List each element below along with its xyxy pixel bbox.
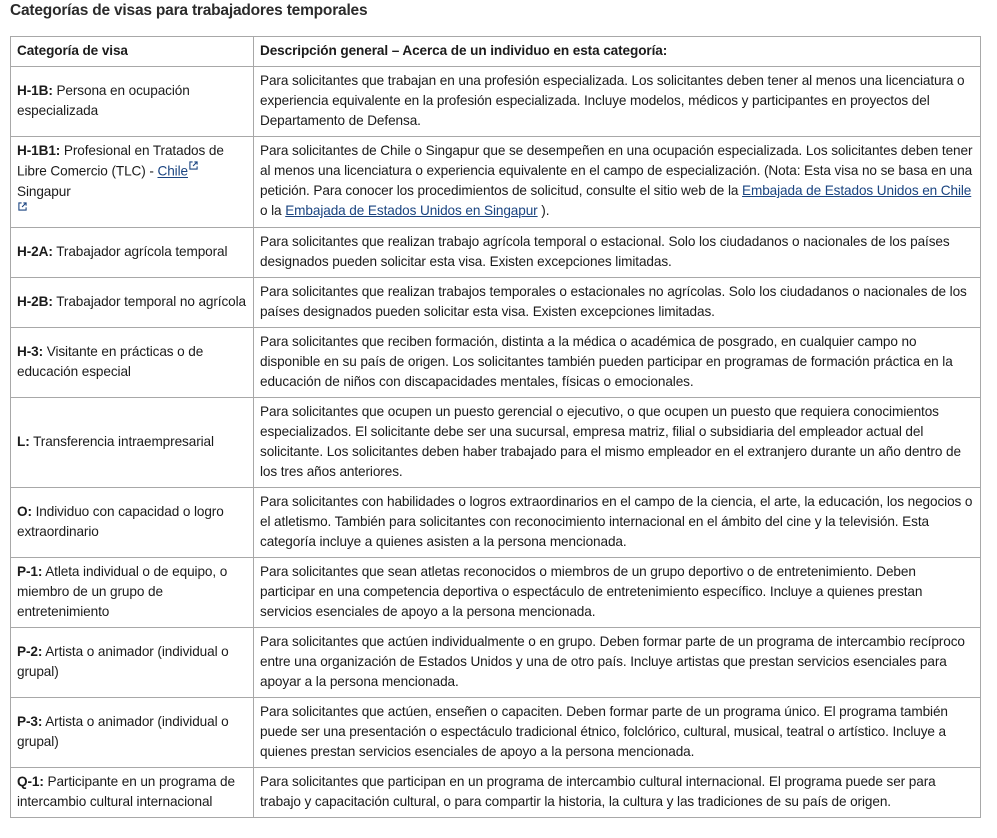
visa-name: Visitante en prácticas o de educación especial — [17, 344, 204, 380]
table-row — [11, 768, 981, 818]
visa-code: H-1B1: — [17, 143, 61, 158]
table-row — [11, 628, 981, 698]
visa-category-cell — [11, 488, 254, 558]
visa-category-cell — [11, 137, 254, 228]
embassy-chile-link[interactable]: Embajada de Estados Unidos en Chile — [742, 183, 972, 198]
visa-name: Atleta individual o de equipo, o miembro de un grupo de entretenimiento — [17, 564, 228, 620]
table-row — [11, 278, 981, 328]
visa-category-cell — [11, 698, 254, 768]
table-header-row — [11, 37, 981, 67]
visa-category-cell — [11, 558, 254, 628]
visa-description: Para solicitantes que realizan trabajo agrícola temporal o estacional. Solo los ciudadanos o nacionales de los países designados pueden solicitar esta visa. Existen excepciones limitadas. — [254, 228, 981, 278]
table-row — [11, 698, 981, 768]
visa-category-cell — [11, 228, 254, 278]
visa-name: Profesional en Tratados de Libre Comercio (TLC) - — [17, 143, 224, 179]
visa-categories-table — [10, 36, 981, 818]
visa-name: Trabajador temporal no agrícola — [56, 294, 247, 310]
visa-description: Para solicitantes que actúen, enseñen o capaciten. Deben formar parte de un programa único. El programa también puede ser una presentación o espectáculo tradicional étnico, folclórico, cultural, musical, teatral o artístico. Incluye a quienes prestan servicios esenciales de apoyo a la persona mencionada. — [254, 698, 981, 768]
visa-code: Q-1: — [17, 774, 44, 790]
visa-name: Persona en ocupación especializada — [17, 83, 190, 118]
visa-code: H-1B: — [17, 83, 53, 98]
visa-description — [254, 137, 981, 228]
singapur-label: Singapur — [17, 183, 71, 199]
column-header-description: Descripción general – Acerca de un individuo en esta categoría: — [254, 37, 981, 67]
visa-code: H-3: — [17, 344, 44, 360]
table-row — [11, 67, 981, 137]
embassy-singapur-link[interactable]: Embajada de Estados Unidos en Singapur — [285, 203, 538, 218]
table-row — [11, 228, 981, 278]
visa-code: H-2A: — [17, 244, 53, 260]
description-text: o la — [260, 203, 282, 218]
visa-description: Para solicitantes con habilidades o logros extraordinarios en el campo de la ciencia, el arte, la educación, los negocios o el atletismo. También para solicitantes con reconocimiento internacional en el ámbito del cine y la televisión. Esta categoría incluye a quienes asisten a la persona mencionada. — [254, 488, 981, 558]
visa-code: H-2B: — [17, 294, 53, 310]
visa-category-cell — [11, 278, 254, 328]
visa-category-cell — [11, 768, 254, 818]
table-row — [11, 488, 981, 558]
page-title: Categorías de visas para trabajadores temporales — [10, 2, 368, 19]
visa-category-cell — [11, 398, 254, 488]
visa-name: Individuo con capacidad o logro extraordinario — [17, 504, 224, 540]
column-header-category: Categoría de visa — [11, 37, 254, 67]
visa-description: Para solicitantes que trabajan en una profesión especializada. Los solicitantes deben tener al menos una licenciatura o experiencia equivalente en la profesión especializada. Incluye modelos, médicos y participantes en proyectos del Departamento de Defensa. — [254, 67, 981, 137]
visa-category-cell — [11, 67, 254, 137]
visa-code: L: — [17, 434, 30, 450]
visa-name: Transferencia intraempresarial — [33, 434, 214, 450]
visa-description: Para solicitantes que participan en un programa de intercambio cultural internacional. El programa puede ser para trabajo y capacitación cultural, o para compartir la historia, la cultura y las tradiciones de su país de origen. — [254, 768, 981, 818]
visa-code: P-2: — [17, 644, 43, 660]
table-row — [11, 558, 981, 628]
external-link-icon[interactable] — [18, 202, 27, 211]
visa-description: Para solicitantes que reciben formación, distinta a la médica o académica de posgrado, en cualquier campo no disponible en su país de origen. Los solicitantes también pueden participar en programas de formación práctica en la educación de niños con discapacidades mentales, físicas o emocionales. — [254, 328, 981, 398]
visa-description: Para solicitantes que actúen individualmente o en grupo. Deben formar parte de un programa de intercambio recíproco entre una organización de Estados Unidos y una de otro país. Incluye artistas que prestan servicios esenciales para apoyar a la persona mencionada. — [254, 628, 981, 698]
chile-link[interactable]: Chile — [157, 163, 188, 179]
visa-category-cell — [11, 628, 254, 698]
description-text: Para solicitantes de Chile o Singapur que se desempeñen en una ocupación especializada. Los solicitantes deben tener al menos una licenciatura o experiencia equivalente en el campo de especialización. (Nota: Esta visa no se basa en una petición. Para conocer los procedimientos de solicitud, consulte el sitio web de la — [260, 143, 973, 198]
visa-description: Para solicitantes que sean atletas reconocidos o miembros de un grupo deportivo o de entretenimiento. Deben participar en una competencia deportiva o espectáculo de entretenimiento específico. Incluye a quienes prestan servicios esenciales de apoyo a la persona mencionada. — [254, 558, 981, 628]
visa-description: Para solicitantes que realizan trabajos temporales o estacionales no agrícolas. Solo los ciudadanos o nacionales de los países designados pueden solicitar esta visa. Existen excepciones limitadas. — [254, 278, 981, 328]
table-row — [11, 328, 981, 398]
visa-name: Artista o animador (individual o grupal) — [17, 644, 229, 680]
visa-description: Para solicitantes que ocupen un puesto gerencial o ejecutivo, o que ocupen un puesto que requiera conocimientos especializados. El solicitante debe ser una sucursal, empresa matriz, filial o subsidiaria del empleador actual del solicitante. Los solicitantes deben haber trabajado para el mismo empleador en el extranjero durante un año dentro de los tres años anteriores. — [254, 398, 981, 488]
visa-code: P-3: — [17, 714, 43, 730]
visa-code: O: — [17, 504, 32, 520]
visa-category-cell — [11, 328, 254, 398]
visa-name: Artista o animador (individual o grupal) — [17, 714, 229, 750]
description-text: ). — [541, 203, 550, 218]
external-link-icon — [189, 161, 198, 170]
visa-code: P-1: — [17, 564, 43, 580]
table-row — [11, 137, 981, 228]
table-row — [11, 398, 981, 488]
visa-name: Participante en un programa de intercambio cultural internacional — [17, 774, 235, 810]
visa-name: Trabajador agrícola temporal — [56, 244, 228, 260]
